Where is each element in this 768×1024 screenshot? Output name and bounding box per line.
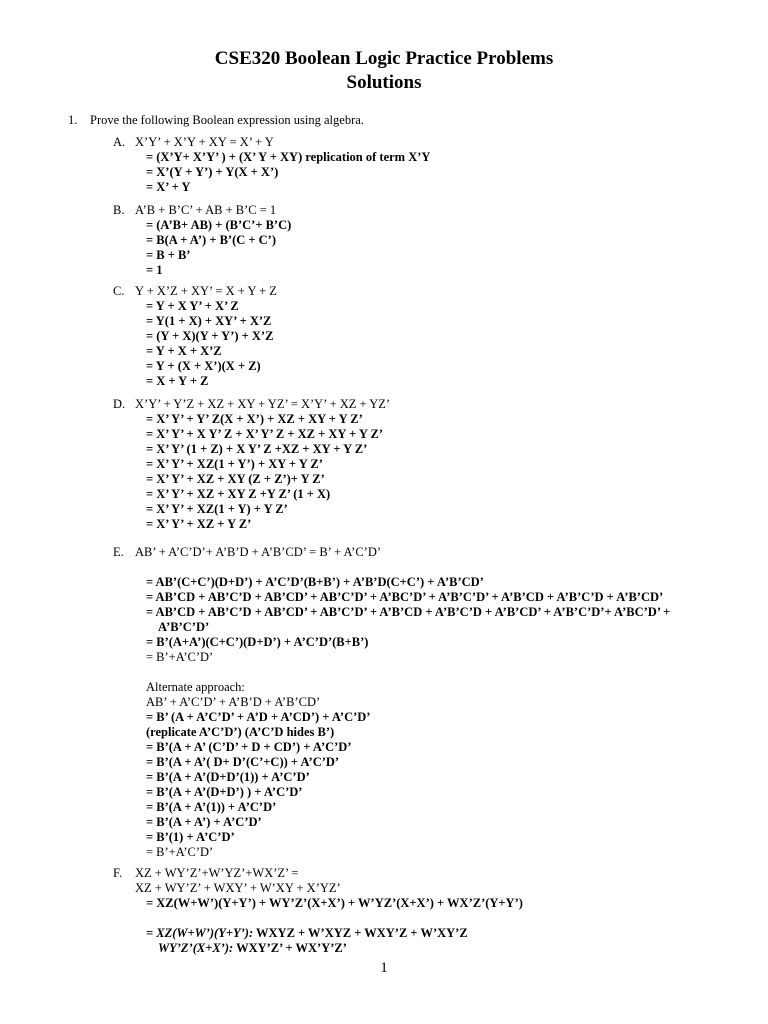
- part-d-step: = X’ Y’ + XZ(1 + Y) + Y Z’: [146, 502, 288, 516]
- part-d-step: = X’ Y’ + XZ + XY Z +Y Z’ (1 + X): [146, 487, 331, 501]
- part-b-step: = B + B’: [146, 248, 191, 262]
- part-a-step: = X’ + Y: [146, 180, 191, 194]
- part-d-step: = X’ Y’ + XZ(1 + Y’) + XY + Y Z’: [146, 457, 323, 471]
- alt-approach-step: (replicate A’C’D’) (A’C’D hides B’): [146, 725, 335, 739]
- part-a-label: A.: [113, 135, 126, 149]
- part-e-label: E.: [113, 545, 124, 559]
- part-f-step-italic: = XZ(W+W’)(Y+Y’):: [146, 926, 254, 940]
- part-e-step: A’B’C’D’: [158, 620, 210, 634]
- part-c-label: C.: [113, 284, 125, 298]
- part-b-step: = (A’B+ AB) + (B’C’+ B’C): [146, 218, 292, 232]
- part-f-step-rest: WXY’Z’ + WX’Y’Z’: [233, 941, 347, 955]
- part-c-step: = Y + (X + X’)(X + Z): [146, 359, 261, 373]
- part-f-statement: XZ + WY’Z’+W’YZ’+WX’Z’ =: [135, 866, 299, 880]
- part-b-statement: A’B + B’C’ + AB + B’C = 1: [135, 203, 277, 217]
- part-e-step: = B’(A+A’)(C+C’)(D+D’) + A’C’D’(B+B’): [146, 635, 369, 649]
- part-c-statement: Y + X’Z + XY’ = X + Y + Z: [135, 284, 277, 298]
- alt-approach-step: = B’(A + A’(1)) + A’C’D’: [146, 800, 277, 814]
- part-f-step: [146, 926, 468, 941]
- part-d-step: = X’ Y’ (1 + Z) + X Y’ Z +XZ + XY + Y Z’: [146, 442, 368, 456]
- alt-approach-final: = B’+A’C’D’: [146, 845, 214, 859]
- document-subtitle: Solutions: [346, 72, 422, 93]
- alt-approach-step: = B’(A + A’ (C’D’ + D + CD’) + A’C’D’: [146, 740, 352, 754]
- part-c-step: = Y + X + X’Z: [146, 344, 222, 358]
- alt-approach-step: = B’(A + A’(D+D’(1)) + A’C’D’: [146, 770, 310, 784]
- part-c-step: = (Y + X)(Y + Y’) + X’Z: [146, 329, 274, 343]
- alt-approach-step: = B’(1) + A’C’D’: [146, 830, 235, 844]
- part-a-step: = X’(Y + Y’) + Y(X + X’): [146, 165, 279, 179]
- alt-approach-step: = B’(A + A’( D+ D’(C’+C)) + A’C’D’: [146, 755, 340, 769]
- part-d-step: = X’ Y’ + Y’ Z(X + X’) + XZ + XY + Y Z’: [146, 412, 363, 426]
- part-f-label: F.: [113, 866, 123, 880]
- part-e-step: = AB’(C+C’)(D+D’) + A’C’D’(B+B’) + A’B’D(C+C’) + A’B’CD’: [146, 575, 484, 589]
- part-c-step: = Y + X Y’ + X’ Z: [146, 299, 239, 313]
- problem-number: 1.: [68, 113, 78, 127]
- part-f-step-rest: WXYZ + W’XYZ + WXY’Z + W’XY’Z: [253, 926, 468, 940]
- part-b-step: = B(A + A’) + B’(C + C’): [146, 233, 276, 247]
- alt-approach-heading: Alternate approach:: [146, 680, 245, 694]
- part-d-label: D.: [113, 397, 126, 411]
- alt-approach-statement: AB’ + A’C’D’ + A’B’D + A’B’CD’: [146, 695, 321, 709]
- part-b-step: = 1: [146, 263, 163, 277]
- alt-approach-step: = B’(A + A’(D+D’) ) + A’C’D’: [146, 785, 303, 799]
- part-a-statement: X’Y’ + X’Y + XY = X’ + Y: [135, 135, 274, 149]
- part-d-step: = X’ Y’ + XZ + Y Z’: [146, 517, 252, 531]
- alt-approach-step: = B’(A + A’) + A’C’D’: [146, 815, 262, 829]
- part-c-step: = Y(1 + X) + XY’ + X’Z: [146, 314, 272, 328]
- part-d-step: = X’ Y’ + XZ + XY (Z + Z’)+ Y Z’: [146, 472, 325, 486]
- part-e-final: = B’+A’C’D’: [146, 650, 214, 664]
- document-title: CSE320 Boolean Logic Practice Problems: [214, 48, 554, 69]
- part-f-step: = XZ(W+W’)(Y+Y’) + WY’Z’(X+X’) + W’YZ’(X+X’) + WX’Z’(Y+Y’): [146, 896, 523, 910]
- part-c-step: = X + Y + Z: [146, 374, 209, 388]
- part-f-statement-continued: XZ + WY’Z’ + WXY’ + W’XY + X’YZ’: [135, 881, 341, 895]
- problem-prompt: Prove the following Boolean expression using algebra.: [90, 113, 364, 127]
- part-f-step-italic: WY’Z’(X+X’):: [158, 941, 234, 955]
- part-e-statement: AB’ + A’C’D’+ A’B’D + A’B’CD’ = B’ + A’C’D’: [135, 545, 382, 559]
- page-number: 1: [380, 960, 388, 976]
- part-e-step: = AB’CD + AB’C’D + AB’CD’ + AB’C’D’ + A’B’CD + A’B’C’D + A’B’CD’ + A’B’C’D’+ A’BC’D’ +: [146, 605, 671, 619]
- part-b-label: B.: [113, 203, 125, 217]
- alt-approach-step: = B’ (A + A’C’D’ + A’D + A’CD’) + A’C’D’: [146, 710, 371, 724]
- part-f-step: [158, 941, 347, 956]
- part-e-step: = AB’CD + AB’C’D + AB’CD’ + AB’C’D’ + A’BC’D’ + A’B’C’D’ + A’B’CD + A’B’C’D + A’B’CD’: [146, 590, 664, 604]
- part-a-step: = (X’Y+ X’Y’ ) + (X’ Y + XY) replication of term X’Y: [146, 150, 431, 164]
- part-d-step: = X’ Y’ + X Y’ Z + X’ Y’ Z + XZ + XY + Y Z’: [146, 427, 384, 441]
- part-d-statement: X’Y’ + Y’Z + XZ + XY + YZ’ = X’Y’ + XZ + YZ’: [135, 397, 391, 411]
